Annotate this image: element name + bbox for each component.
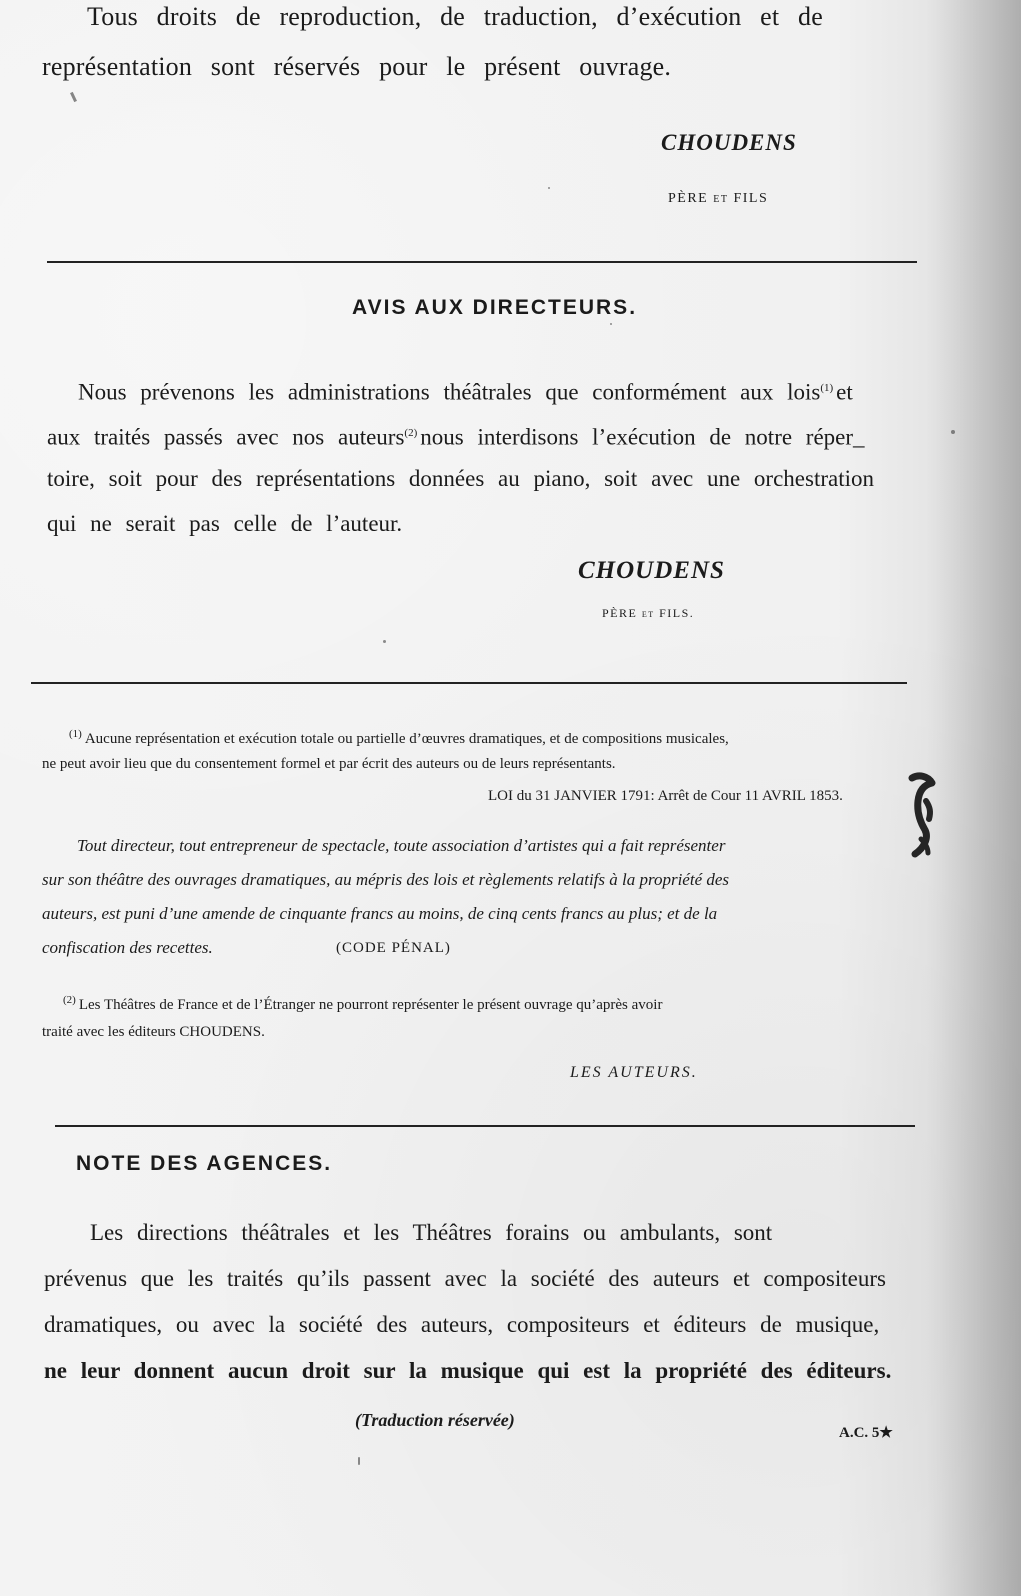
page-edge-shadow [926,0,1021,1596]
publisher-name-top: CHOUDENS [661,130,797,155]
translation-reserved: (Traduction réservée) [355,1410,515,1430]
avis-line-2-part-1: aux traités passés avec nos auteurs [47,424,405,450]
footnote-2-line-2: traité avec les éditeurs CHOUDENS. [42,1024,265,1040]
ink-speck [951,430,955,434]
footnote-marker-2: (2) [404,427,418,439]
avis-line-1-part-1: Nous prévenons les administrations théâtrales que conformément aux lois [78,379,821,405]
publisher-name-avis: CHOUDENS [578,557,725,584]
ink-speck [548,187,550,189]
note-agences-heading: NOTE DES AGENCES. [76,1152,333,1175]
section-divider-bottom [55,1125,915,1127]
note-agences-line-4: ne leur donnent aucun droit sur la musique qui est la propriété des éditeurs. [44,1358,892,1383]
penal-code-line-1: Tout directeur, tout entrepreneur de spectacle, toute association d’artistes qui a fait représenter [77,836,726,855]
section-divider-middle [31,682,907,684]
ink-mark [70,92,77,102]
penal-code-line-4: confiscation des recettes. [42,938,213,957]
penal-code-line-3: auteurs, est puni d’une amende de cinquante francs au moins, de cinq cents francs au plus; et de la [42,904,718,923]
ink-speck [383,640,386,643]
avis-line-4: qui ne serait pas celle de l’auteur. [47,511,403,536]
footnote-2-line-1: Les Théâtres de France et de l’Étranger ne pourront représenter le présent ouvrage qu’après avoir [78,997,663,1013]
note-agences-line-3: dramatiques, ou avec la société des auteurs, compositeurs et éditeurs de musique, [44,1312,880,1337]
avis-line-2-part-2: nous interdisons l’exécution de notre réper_ [420,424,865,450]
penal-code-line-2: sur son théâtre des ouvrages dramatiques, au mépris des lois et règlements relatifs à la propriété des [42,870,730,889]
authors-signature: LES AUTEURS. [570,1064,698,1081]
footnote-1-law-reference: LOI du 31 JANVIER 1791: Arrêt de Cour 11 AVRIL 1853. [488,788,843,804]
avis-line-1-part-2: et [836,379,853,405]
footnote-1-marker: (1) [69,728,82,740]
footnote-1-line-2: ne peut avoir lieu que du consentement formel et par écrit des auteurs ou de leurs représentants. [42,756,616,772]
rights-line-1: Tous droits de reproduction, de traduction, d’exécution et de [87,2,823,31]
note-agences-line-2: prévenus que les traités qu’ils passent avec la société des auteurs et compositeurs [44,1266,886,1291]
avis-line-3: toire, soit pour des représentations données au piano, soit avec une orchestration [47,466,874,491]
handwritten-mark [901,770,939,865]
footnote-marker-1: (1) [820,382,834,394]
avis-heading: AVIS AUX DIRECTEURS. [352,296,638,319]
penal-code-label: (CODE PÉNAL) [336,940,451,956]
catalog-code: A.C. 5★ [839,1425,893,1441]
footnote-2-marker: (2) [63,994,76,1006]
footnote-1-line-1: Aucune représentation et exécution totale ou partielle d’œuvres dramatiques, et de compositions musicales, [84,731,729,747]
ink-speck [358,1457,360,1465]
publisher-subtitle-top: PÈRE et FILS [668,191,769,206]
note-agences-line-1: Les directions théâtrales et les Théâtres forains ou ambulants, sont [90,1220,773,1245]
rights-line-2: représentation sont réservés pour le présent ouvrage. [42,52,672,81]
ink-speck [610,323,612,325]
section-divider-top [47,261,917,263]
publisher-subtitle-avis: PÈRE et FILS. [602,606,695,620]
